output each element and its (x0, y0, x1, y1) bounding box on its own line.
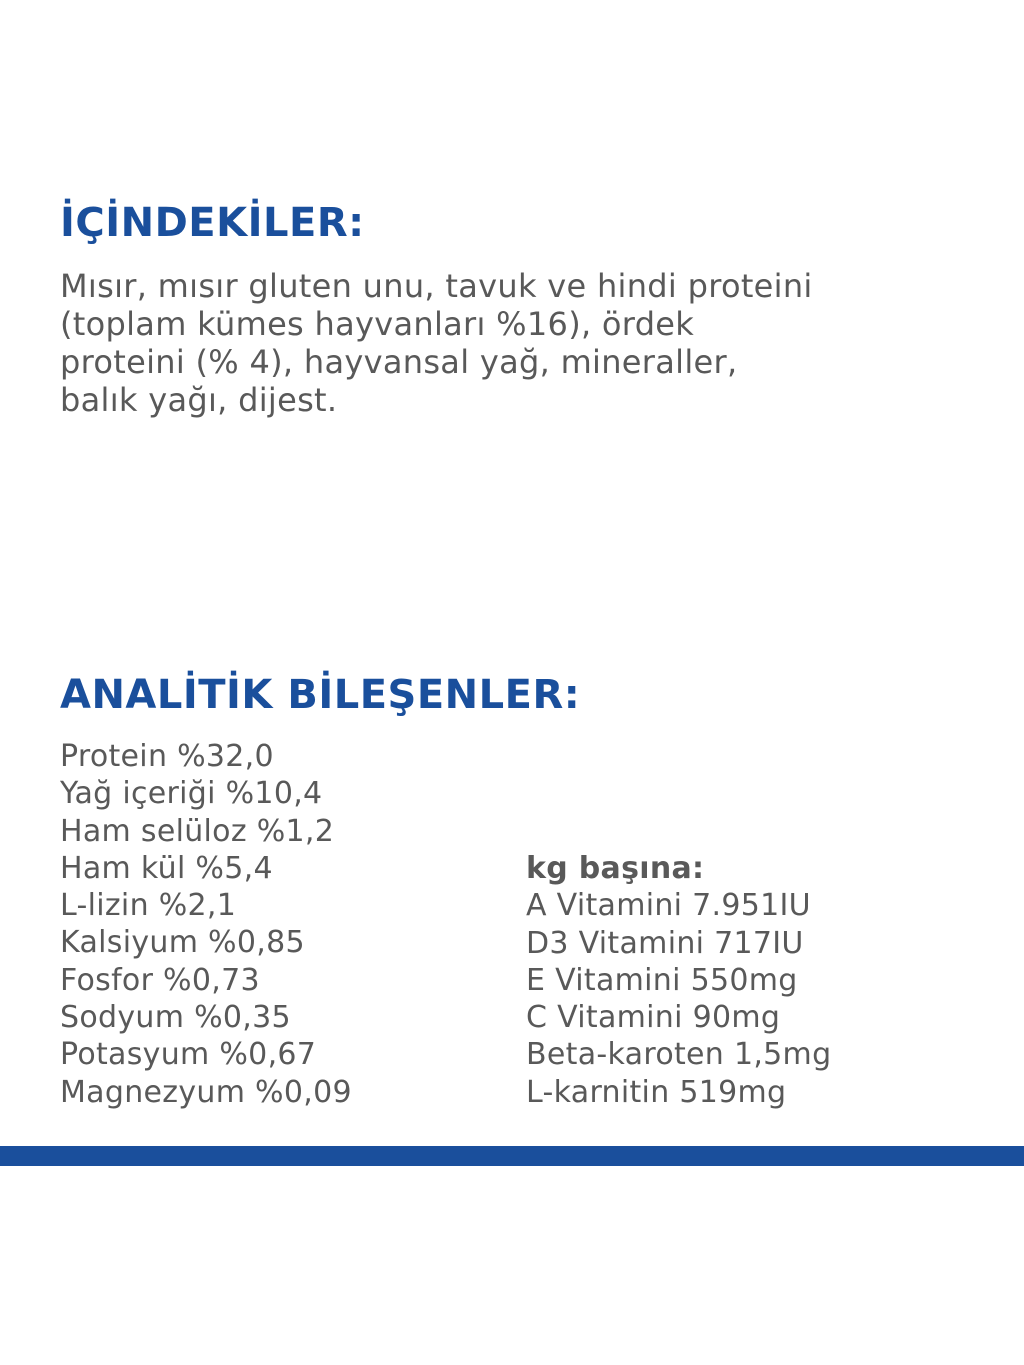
ingredients-text (60, 267, 960, 419)
per-kg-item-vitamin-c: C Vitamini 90mg (526, 1000, 781, 1036)
analytic-item-magnesium: Magnezyum %0,09 (60, 1074, 352, 1110)
analytic-item-phosphorus: Fosfor %0,73 (60, 962, 260, 998)
per-kg-item-vitamin-e: E Vitamini 550mg (526, 962, 798, 998)
analytic-item-crude-ash: Ham kül %5,4 (60, 850, 273, 886)
per-kg-list (526, 850, 831, 1111)
analytic-item-lysine: L-lizin %2,1 (60, 888, 237, 924)
analytic-item-potassium: Potasyum %0,67 (60, 1037, 317, 1073)
analytic-components-heading: ANALİTİK BİLEŞENLER: (60, 672, 581, 718)
ingredients-heading: İÇİNDEKİLER: (60, 200, 365, 246)
per-kg-title: kg başına: (526, 851, 705, 886)
bottom-accent-band (0, 1146, 1024, 1166)
per-kg-item-beta-carotene: Beta-karoten 1,5mg (526, 1037, 832, 1073)
analytic-components-list (60, 738, 352, 1111)
analytic-item-calcium: Kalsiyum %0,85 (60, 925, 305, 961)
ingredients-line: proteini (% 4), hayvansal yağ, mineraller, (60, 343, 738, 381)
analytic-item-protein: Protein %32,0 (60, 739, 274, 774)
ingredients-line: (toplam kümes hayvanları %16), ördek (60, 305, 695, 343)
ingredients-line: Mısır, mısır gluten unu, tavuk ve hindi proteini (60, 267, 813, 305)
ingredients-line: balık yağı, dijest. (60, 381, 338, 419)
analytic-item-sodium: Sodyum %0,35 (60, 1000, 291, 1036)
analytic-item-crude-fiber: Ham selüloz %1,2 (60, 813, 335, 849)
per-kg-item-vitamin-d3: D3 Vitamini 717IU (526, 925, 804, 961)
per-kg-item-l-carnitine: L-karnitin 519mg (526, 1074, 787, 1110)
analytic-item-fat: Yağ içeriği %10,4 (60, 776, 323, 812)
per-kg-item-vitamin-a: A Vitamini 7.951IU (526, 888, 811, 924)
